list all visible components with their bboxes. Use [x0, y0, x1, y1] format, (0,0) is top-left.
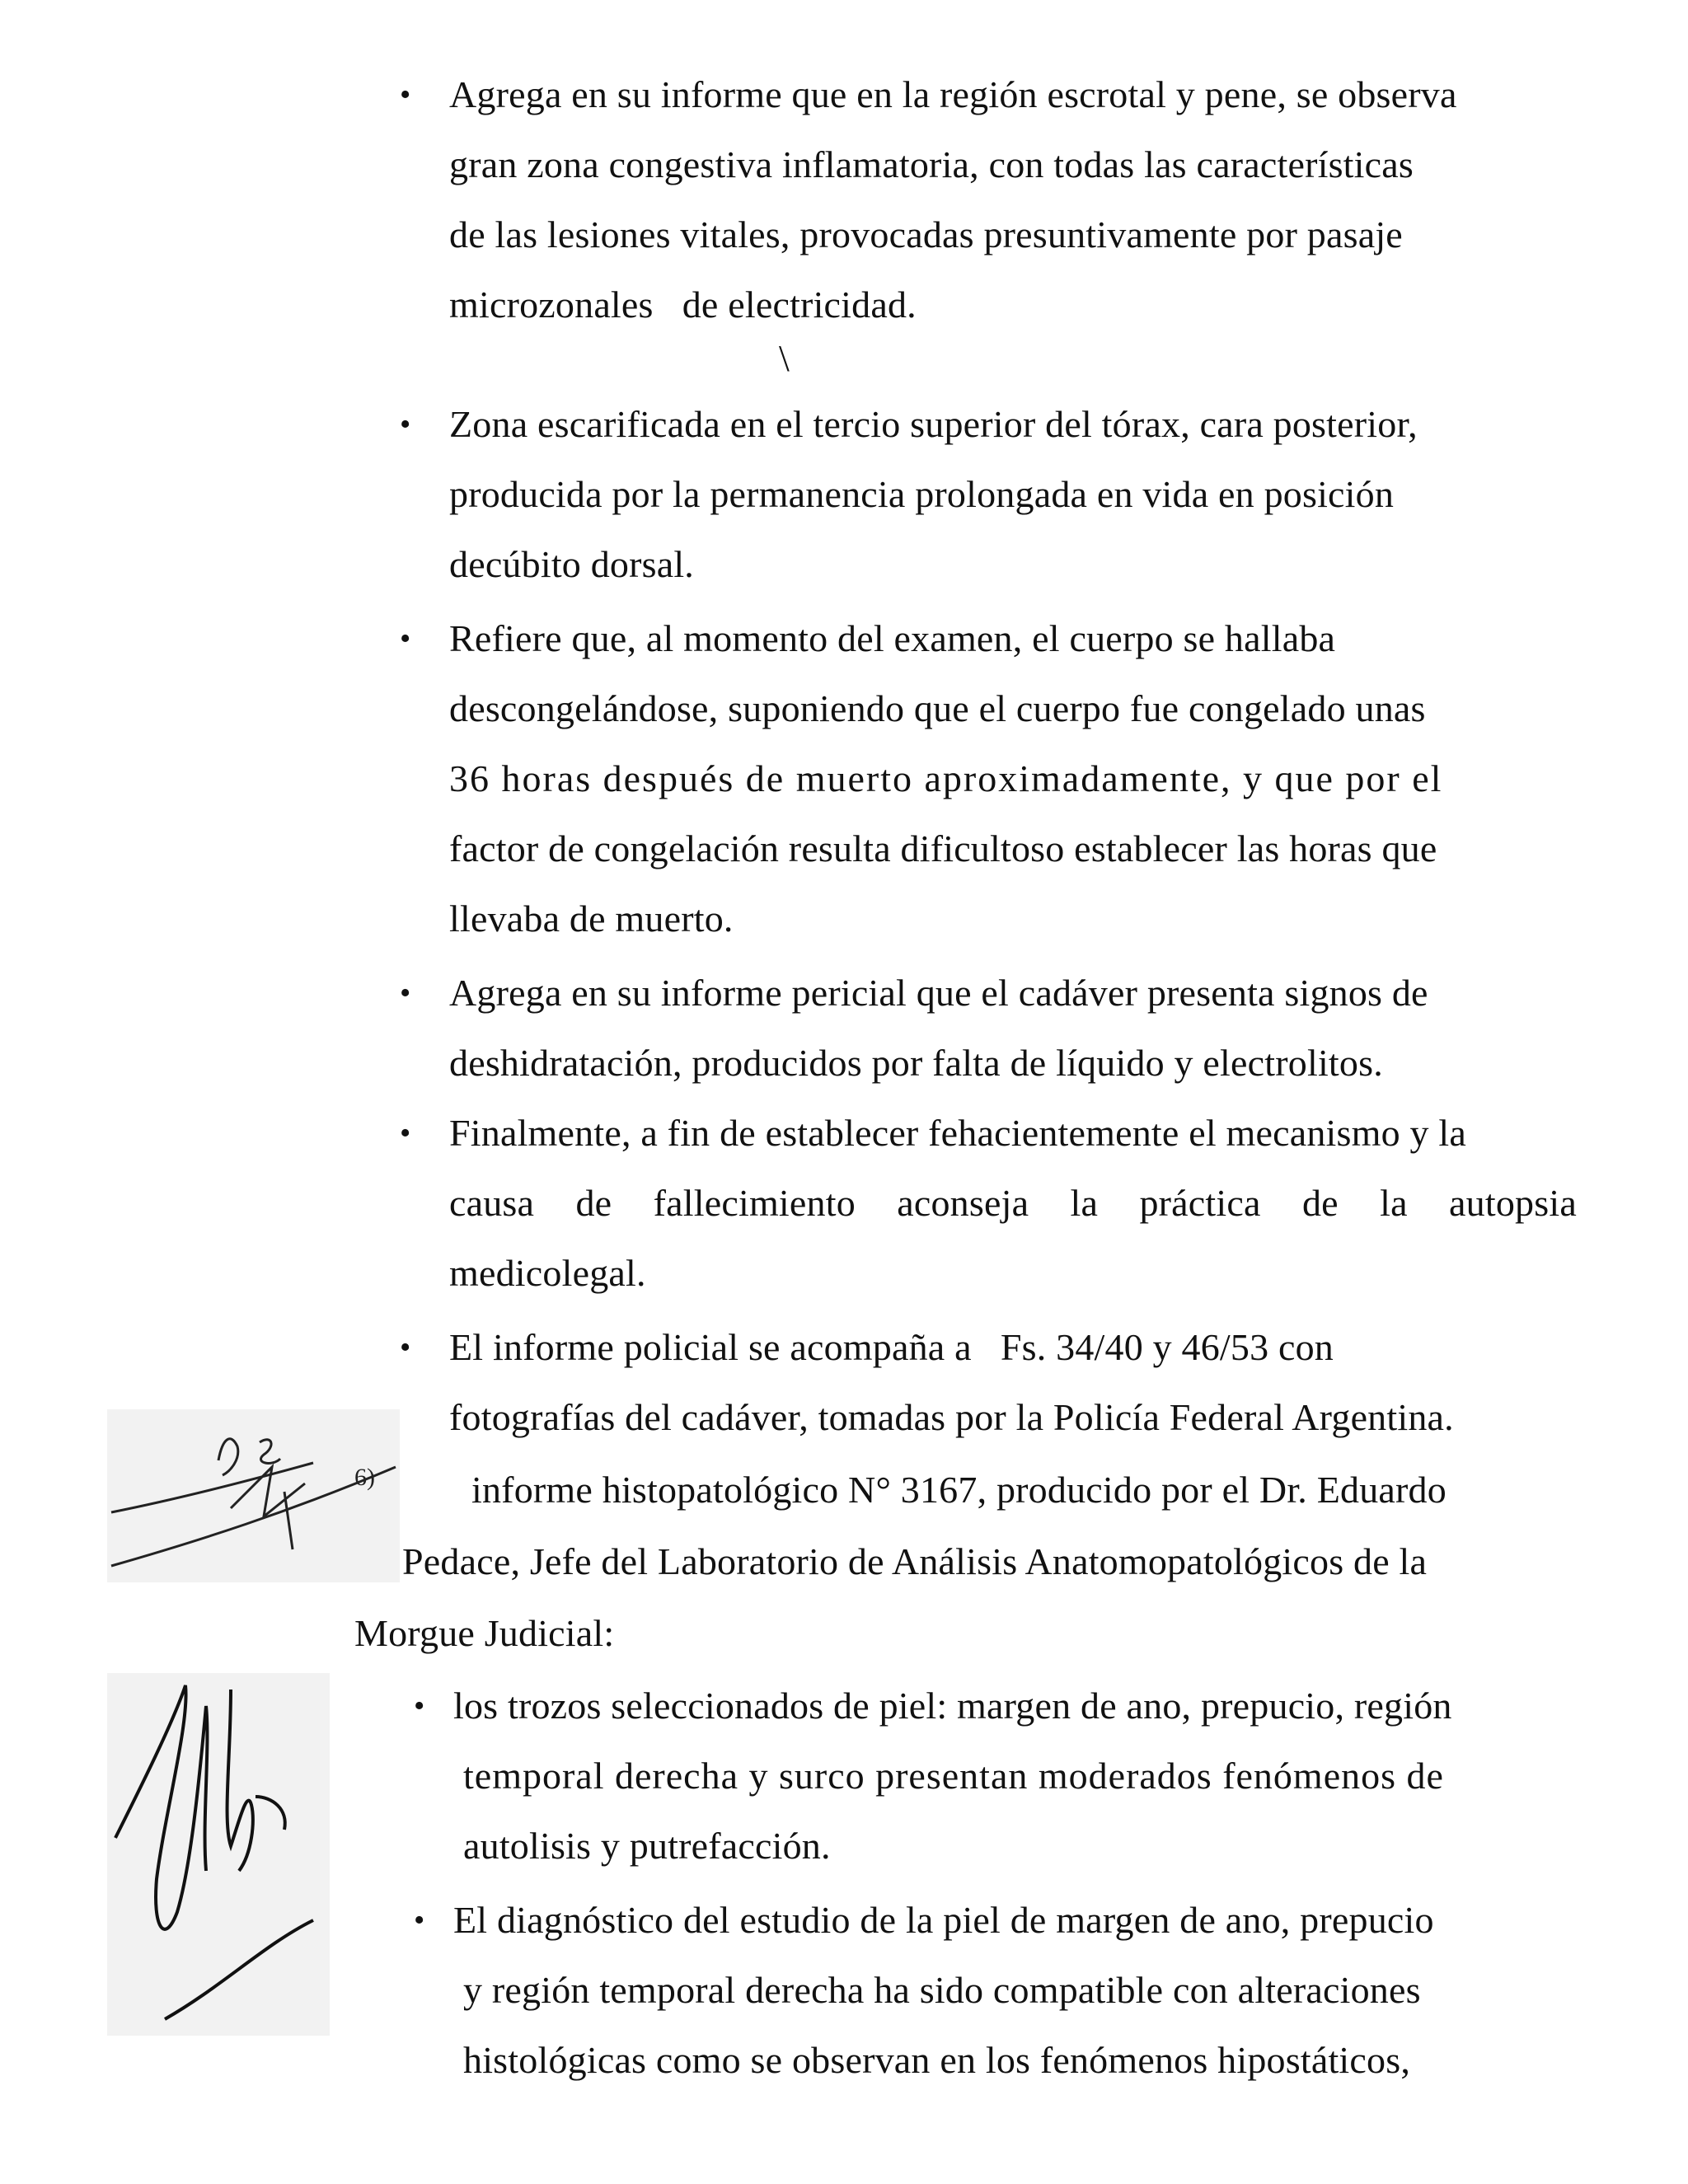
- signature-1-drawing: [107, 1409, 400, 1582]
- word: fallecimiento: [653, 1182, 856, 1224]
- bullet-marker: •: [400, 976, 411, 1010]
- word: la: [1380, 1182, 1408, 1224]
- word: causa: [449, 1182, 535, 1224]
- signature-2: [107, 1673, 330, 2036]
- text-line: histológicas como se observan en los fenómenos hipostáticos,: [463, 2039, 1411, 2081]
- text-line: factor de congelación resulta dificultoso establecer las horas que: [449, 827, 1437, 869]
- text-line: producida por la permanencia prolongada en vida en posición: [449, 473, 1395, 515]
- text-line: los trozos seleccionados de piel: margen de ano, prepucio, región: [453, 1685, 1452, 1727]
- justified-text-line: [449, 1179, 1577, 1228]
- text-line: microzonales de electricidad.: [449, 284, 917, 326]
- text-line: Pedace, Jefe del Laboratorio de Análisis Anatomopatológicos de la: [402, 1540, 1428, 1582]
- text-line: decúbito dorsal.: [449, 543, 695, 585]
- text-line: El diagnóstico del estudio de la piel de margen de ano, prepucio: [453, 1899, 1434, 1941]
- text-line: Agrega en su informe que en la región escrotal y pene, se observa: [449, 73, 1457, 115]
- word: autopsia: [1449, 1182, 1577, 1224]
- signature-1: [107, 1409, 400, 1582]
- bullet-marker: •: [414, 1903, 425, 1938]
- word: de: [1301, 1182, 1339, 1224]
- bullet-marker: •: [400, 1116, 411, 1151]
- text-line: descongelándose, suponiendo que el cuerpo fue congelado unas: [449, 687, 1426, 729]
- word: práctica: [1139, 1182, 1261, 1224]
- text-line: Agrega en su informe pericial que el cadáver presenta signos de: [449, 972, 1428, 1014]
- text-line: autolisis y putrefacción.: [463, 1825, 831, 1867]
- text-line: Morgue Judicial:: [354, 1612, 615, 1654]
- signature-2-drawing: [107, 1673, 330, 2036]
- bullet-marker: •: [400, 77, 411, 112]
- signature-note: 6): [354, 1464, 375, 1491]
- word: de: [575, 1182, 612, 1224]
- bullet-marker: •: [414, 1689, 425, 1723]
- text-line: fotografías del cadáver, tomadas por la Policía Federal Argentina.: [449, 1396, 1454, 1438]
- word: la: [1070, 1182, 1099, 1224]
- text-line: y región temporal derecha ha sido compatible con alteraciones: [463, 1969, 1421, 2011]
- text-line: gran zona congestiva inflamatoria, con todas las características: [449, 143, 1414, 185]
- text-line: Refiere que, al momento del examen, el cuerpo se hallaba: [449, 617, 1336, 659]
- bullet-marker: •: [400, 407, 411, 442]
- word: aconseja: [897, 1182, 1029, 1224]
- text-line: El informe policial se acompaña a Fs. 34/40 y 46/53 con: [449, 1326, 1334, 1368]
- text-line: informe histopatológico N° 3167, producido por el Dr. Eduardo: [471, 1469, 1447, 1511]
- text-line: Zona escarificada en el tercio superior del tórax, cara posterior,: [449, 403, 1418, 445]
- text-line: de las lesiones vitales, provocadas presuntivamente por pasaje: [449, 213, 1403, 255]
- text-line: Finalmente, a fin de establecer fehacientemente el mecanismo y la: [449, 1112, 1466, 1154]
- text-line: medicolegal.: [449, 1252, 646, 1294]
- stray-mark: \: [779, 337, 790, 379]
- text-line: 36 horas después de muerto aproximadamente, y que por el: [449, 757, 1443, 799]
- text-line: llevaba de muerto.: [449, 898, 734, 940]
- bullet-marker: •: [400, 621, 411, 656]
- text-line: temporal derecha y surco presentan moderados fenómenos de: [463, 1755, 1444, 1797]
- bullet-marker: •: [400, 1330, 411, 1365]
- text-line: deshidratación, producidos por falta de líquido y electrolitos.: [449, 1042, 1383, 1084]
